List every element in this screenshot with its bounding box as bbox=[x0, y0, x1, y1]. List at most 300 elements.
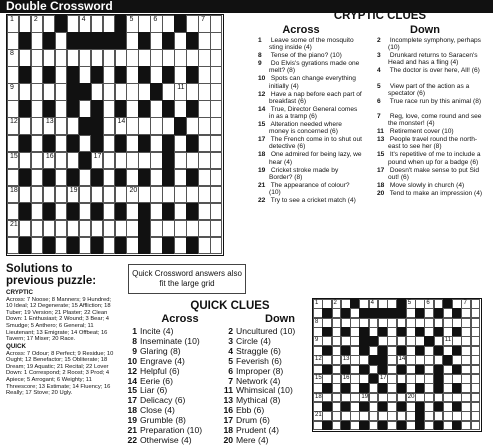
grid-square[interactable] bbox=[174, 169, 186, 187]
grid-square[interactable] bbox=[7, 117, 19, 135]
grid-black-square bbox=[43, 237, 55, 255]
grid-square[interactable] bbox=[174, 32, 186, 50]
grid-square[interactable] bbox=[186, 220, 198, 238]
quick-clue-item bbox=[220, 415, 270, 425]
grid-clue-number: 12 bbox=[315, 356, 322, 363]
clue-text: Liar (6) bbox=[140, 385, 168, 396]
grid-square[interactable] bbox=[186, 117, 198, 135]
grid-square[interactable] bbox=[43, 117, 55, 135]
grid-clue-number: 17 bbox=[379, 374, 387, 381]
grid-clue-number: 17 bbox=[93, 152, 102, 160]
grid-clue-number: 8 bbox=[315, 318, 319, 325]
grid-black-square bbox=[91, 203, 103, 221]
grid-square[interactable] bbox=[210, 237, 222, 255]
grid-square[interactable] bbox=[115, 117, 127, 135]
clue-text: Straggle (6) bbox=[236, 345, 281, 356]
grid-square[interactable] bbox=[91, 49, 103, 67]
grid-square[interactable] bbox=[186, 152, 198, 170]
grid-square[interactable] bbox=[103, 203, 115, 221]
grid-square[interactable] bbox=[55, 117, 67, 135]
grid-square[interactable] bbox=[198, 49, 210, 67]
grid-square[interactable] bbox=[174, 135, 186, 153]
grid-black-square bbox=[43, 169, 55, 187]
clue-number: 19 bbox=[127, 415, 137, 426]
grid-clue-number: 11 bbox=[177, 84, 185, 92]
quick-clue-item bbox=[220, 336, 271, 346]
grid-square[interactable] bbox=[174, 237, 186, 255]
grid-black-square bbox=[186, 32, 198, 50]
clue-number: 19 bbox=[258, 166, 266, 174]
grid-square[interactable] bbox=[210, 100, 222, 118]
grid-square[interactable] bbox=[471, 327, 481, 337]
grid-square[interactable] bbox=[210, 15, 222, 33]
clue-text: Doesn't make sense to put Sid out! (6) bbox=[388, 166, 480, 181]
grid-square[interactable] bbox=[210, 135, 222, 153]
grid-square[interactable] bbox=[198, 100, 210, 118]
clue-text: One admired for being lazy, we hear (4) bbox=[269, 151, 362, 166]
grid-square[interactable] bbox=[126, 203, 138, 221]
grid-square[interactable] bbox=[79, 203, 91, 221]
grid-square[interactable] bbox=[126, 220, 138, 238]
grid-square[interactable] bbox=[91, 152, 103, 170]
grid-square[interactable] bbox=[43, 15, 55, 33]
grid-square[interactable] bbox=[150, 203, 162, 221]
clue-item bbox=[258, 121, 363, 136]
clue-text: People travel round the north-east to see her (8) bbox=[388, 136, 478, 151]
grid-black-square bbox=[67, 237, 79, 255]
grid-square[interactable] bbox=[210, 220, 222, 238]
grid-square[interactable] bbox=[31, 100, 43, 118]
grid-square[interactable] bbox=[31, 169, 43, 187]
grid-black-square bbox=[186, 203, 198, 221]
grid-square[interactable] bbox=[43, 83, 55, 101]
grid-square[interactable] bbox=[31, 220, 43, 238]
grid-square[interactable] bbox=[126, 83, 138, 101]
cryptic-down-heading: Down bbox=[410, 24, 440, 36]
grid-square[interactable] bbox=[67, 15, 79, 33]
clue-text: Try to see a cricket match (4) bbox=[269, 196, 356, 204]
grid-square[interactable] bbox=[150, 49, 162, 67]
grid-square[interactable] bbox=[126, 49, 138, 67]
grid-square[interactable] bbox=[138, 117, 150, 135]
grid-square[interactable] bbox=[103, 220, 115, 238]
quick-clue-item bbox=[124, 376, 173, 386]
grid-square[interactable] bbox=[174, 186, 186, 204]
grid-square[interactable] bbox=[210, 117, 222, 135]
clue-item bbox=[258, 182, 363, 197]
grid-square[interactable] bbox=[210, 32, 222, 50]
grid-square[interactable] bbox=[55, 100, 67, 118]
grid-square[interactable] bbox=[79, 169, 91, 187]
grid-square[interactable] bbox=[150, 135, 162, 153]
grid-square[interactable] bbox=[7, 237, 19, 255]
cryptic-crossword-grid bbox=[6, 14, 224, 256]
clue-item bbox=[258, 106, 363, 121]
clue-item bbox=[377, 128, 487, 135]
grid-square[interactable] bbox=[31, 32, 43, 50]
clue-number: 2 bbox=[228, 326, 233, 336]
clue-text: The doctor is over here, All! (6) bbox=[388, 67, 480, 75]
grid-square[interactable] bbox=[471, 411, 481, 421]
grid-square[interactable] bbox=[55, 66, 67, 84]
grid-square[interactable] bbox=[79, 220, 91, 238]
grid-square[interactable] bbox=[115, 83, 127, 101]
grid-square[interactable] bbox=[43, 186, 55, 204]
grid-square[interactable] bbox=[31, 186, 43, 204]
grid-square[interactable] bbox=[210, 66, 222, 84]
grid-square[interactable] bbox=[150, 66, 162, 84]
grid-square[interactable] bbox=[162, 83, 174, 101]
grid-square[interactable] bbox=[198, 152, 210, 170]
grid-square[interactable] bbox=[103, 15, 115, 33]
grid-black-square bbox=[150, 83, 162, 101]
grid-square[interactable] bbox=[7, 186, 19, 204]
grid-clue-number: 5 bbox=[407, 300, 412, 306]
clue-item bbox=[258, 167, 363, 182]
grid-square[interactable] bbox=[43, 49, 55, 67]
grid-square[interactable] bbox=[126, 32, 138, 50]
grid-square[interactable] bbox=[150, 220, 162, 238]
clue-number: 2 bbox=[377, 37, 381, 44]
grid-square[interactable] bbox=[103, 66, 115, 84]
grid-square[interactable] bbox=[210, 152, 222, 170]
grid-square[interactable] bbox=[138, 15, 150, 33]
grid-square[interactable] bbox=[67, 220, 79, 238]
clue-number: 1 bbox=[258, 37, 262, 44]
grid-square[interactable] bbox=[138, 186, 150, 204]
grid-square[interactable] bbox=[174, 66, 186, 84]
grid-square[interactable] bbox=[126, 66, 138, 84]
grid-square[interactable] bbox=[150, 15, 162, 33]
clue-item bbox=[377, 182, 487, 189]
grid-square[interactable] bbox=[43, 152, 55, 170]
clue-text: Incomplete symphony, perhaps (10) bbox=[388, 37, 481, 52]
grid-square[interactable] bbox=[31, 203, 43, 221]
grid-square[interactable] bbox=[7, 169, 19, 187]
grid-square[interactable] bbox=[31, 117, 43, 135]
grid-square[interactable] bbox=[19, 49, 31, 67]
clue-number: 17 bbox=[223, 415, 233, 426]
grid-square[interactable] bbox=[79, 49, 91, 67]
grid-black-square bbox=[79, 117, 91, 135]
grid-square[interactable] bbox=[138, 83, 150, 101]
grid-black-square bbox=[91, 66, 103, 84]
grid-square[interactable] bbox=[7, 100, 19, 118]
grid-square[interactable] bbox=[174, 220, 186, 238]
grid-square[interactable] bbox=[471, 402, 481, 412]
grid-black-square bbox=[138, 135, 150, 153]
grid-square[interactable] bbox=[162, 15, 174, 33]
grid-black-square bbox=[91, 135, 103, 153]
grid-square[interactable] bbox=[43, 220, 55, 238]
grid-square[interactable] bbox=[103, 186, 115, 204]
grid-square[interactable] bbox=[7, 15, 19, 33]
quick-clue-item bbox=[124, 415, 186, 425]
grid-square[interactable] bbox=[150, 32, 162, 50]
clue-text: Drum (6) bbox=[236, 415, 270, 426]
grid-clue-number: 7 bbox=[463, 300, 467, 306]
grid-square[interactable] bbox=[103, 117, 115, 135]
grid-square[interactable] bbox=[126, 169, 138, 187]
quick-clue-item bbox=[220, 376, 280, 386]
grid-square[interactable] bbox=[91, 15, 103, 33]
grid-square[interactable] bbox=[31, 152, 43, 170]
grid-square[interactable] bbox=[198, 203, 210, 221]
grid-square[interactable] bbox=[162, 49, 174, 67]
grid-black-square bbox=[67, 32, 79, 50]
grid-square[interactable] bbox=[7, 66, 19, 84]
grid-square[interactable] bbox=[471, 374, 481, 384]
quick-clue-item bbox=[220, 405, 264, 415]
grid-square[interactable] bbox=[471, 383, 481, 393]
grid-black-square bbox=[162, 203, 174, 221]
grid-square[interactable] bbox=[7, 135, 19, 153]
grid-square[interactable] bbox=[162, 117, 174, 135]
clue-text: Delicacy (6) bbox=[140, 395, 186, 406]
grid-black-square bbox=[67, 169, 79, 187]
grid-square[interactable] bbox=[174, 203, 186, 221]
clue-text: Helpful (6) bbox=[140, 365, 180, 376]
grid-square[interactable] bbox=[19, 15, 31, 33]
grid-square[interactable] bbox=[103, 49, 115, 67]
grid-square[interactable] bbox=[79, 66, 91, 84]
grid-square[interactable] bbox=[91, 220, 103, 238]
grid-black-square bbox=[91, 32, 103, 50]
grid-square[interactable] bbox=[115, 152, 127, 170]
grid-square[interactable] bbox=[198, 15, 210, 33]
grid-square[interactable] bbox=[210, 203, 222, 221]
grid-black-square bbox=[162, 100, 174, 118]
grid-square[interactable] bbox=[55, 237, 67, 255]
grid-square[interactable] bbox=[198, 237, 210, 255]
grid-square[interactable] bbox=[471, 355, 481, 365]
grid-black-square bbox=[115, 100, 127, 118]
grid-square[interactable] bbox=[210, 186, 222, 204]
grid-black-square bbox=[115, 237, 127, 255]
grid-square[interactable] bbox=[150, 117, 162, 135]
grid-square[interactable] bbox=[7, 49, 19, 67]
grid-square[interactable] bbox=[150, 237, 162, 255]
grid-black-square bbox=[174, 15, 186, 33]
grid-square[interactable] bbox=[162, 220, 174, 238]
clue-number: 3 bbox=[228, 335, 233, 346]
grid-black-square bbox=[91, 169, 103, 187]
grid-square[interactable] bbox=[186, 83, 198, 101]
grid-square[interactable] bbox=[31, 135, 43, 153]
quick-clue-item bbox=[124, 385, 167, 395]
grid-square[interactable] bbox=[126, 135, 138, 153]
grid-square[interactable] bbox=[126, 152, 138, 170]
grid-square[interactable] bbox=[79, 237, 91, 255]
grid-square[interactable] bbox=[198, 83, 210, 101]
grid-square[interactable] bbox=[19, 117, 31, 135]
grid-square[interactable] bbox=[55, 32, 67, 50]
clue-item bbox=[258, 75, 363, 90]
grid-square[interactable] bbox=[103, 83, 115, 101]
quick-clue-item bbox=[124, 405, 175, 415]
grid-square[interactable] bbox=[79, 100, 91, 118]
grid-square[interactable] bbox=[91, 186, 103, 204]
grid-square[interactable] bbox=[31, 83, 43, 101]
grid-square[interactable] bbox=[55, 49, 67, 67]
grid-square[interactable] bbox=[79, 135, 91, 153]
grid-square[interactable] bbox=[7, 152, 19, 170]
grid-square[interactable] bbox=[79, 15, 91, 33]
grid-square[interactable] bbox=[471, 393, 481, 403]
grid-square[interactable] bbox=[55, 203, 67, 221]
quick-clue-item bbox=[124, 356, 185, 366]
clue-text: Glaring (8) bbox=[140, 345, 181, 356]
grid-black-square bbox=[115, 135, 127, 153]
quick-clue-item bbox=[220, 385, 293, 395]
grid-square[interactable] bbox=[126, 237, 138, 255]
clue-item bbox=[258, 151, 363, 166]
clue-text: Preparation (10) bbox=[140, 425, 203, 435]
grid-square[interactable] bbox=[471, 308, 481, 318]
clue-item bbox=[377, 67, 487, 74]
grid-square[interactable] bbox=[7, 203, 19, 221]
grid-square[interactable] bbox=[198, 186, 210, 204]
solutions-title-line1: Solutions to bbox=[6, 263, 73, 275]
grid-square[interactable] bbox=[126, 100, 138, 118]
grid-square[interactable] bbox=[91, 83, 103, 101]
grid-square[interactable] bbox=[210, 83, 222, 101]
clue-number: 18 bbox=[377, 181, 385, 189]
grid-square[interactable] bbox=[7, 83, 19, 101]
grid-black-square bbox=[162, 66, 174, 84]
grid-square[interactable] bbox=[55, 186, 67, 204]
grid-black-square bbox=[67, 100, 79, 118]
grid-square[interactable] bbox=[115, 220, 127, 238]
clue-text: Prudent (4) bbox=[236, 425, 279, 435]
grid-black-square bbox=[162, 152, 174, 170]
grid-square[interactable] bbox=[55, 220, 67, 238]
grid-square[interactable] bbox=[150, 186, 162, 204]
grid-square[interactable] bbox=[471, 346, 481, 356]
grid-square[interactable] bbox=[162, 186, 174, 204]
grid-black-square bbox=[186, 66, 198, 84]
clue-text: Circle (4) bbox=[236, 335, 271, 346]
clue-number: 3 bbox=[377, 52, 381, 60]
clue-text: Tense of the piano? (10) bbox=[269, 52, 342, 60]
quick-clue-item bbox=[220, 326, 295, 336]
grid-black-square bbox=[162, 169, 174, 187]
grid-square[interactable] bbox=[126, 117, 138, 135]
grid-clue-number: 21 bbox=[10, 220, 18, 228]
grid-square[interactable] bbox=[210, 169, 222, 187]
solutions-title-line2: previous puzzle: bbox=[6, 275, 97, 287]
grid-square[interactable] bbox=[126, 15, 138, 33]
grid-square[interactable] bbox=[55, 169, 67, 187]
grid-black-square bbox=[162, 32, 174, 50]
grid-square[interactable] bbox=[19, 83, 31, 101]
clue-text: View part of the action as a spectator (6) bbox=[388, 82, 470, 97]
clue-text: Do Elvis's gyrations made one melt? (8) bbox=[269, 60, 360, 75]
grid-square[interactable] bbox=[19, 220, 31, 238]
grid-clue-number: 14 bbox=[398, 356, 406, 363]
grid-square[interactable] bbox=[31, 15, 43, 33]
grid-square[interactable] bbox=[103, 237, 115, 255]
grid-square[interactable] bbox=[103, 169, 115, 187]
clue-text: Close (4) bbox=[140, 405, 175, 416]
grid-square[interactable] bbox=[471, 336, 481, 346]
grid-square[interactable] bbox=[55, 83, 67, 101]
clue-number: 13 bbox=[223, 395, 233, 406]
grid-square[interactable] bbox=[19, 186, 31, 204]
grid-black-square bbox=[19, 237, 31, 255]
clue-text: Inseminate (10) bbox=[140, 335, 200, 346]
grid-square[interactable] bbox=[186, 15, 198, 33]
grid-square[interactable] bbox=[150, 100, 162, 118]
solutions-title bbox=[6, 263, 96, 287]
grid-square[interactable] bbox=[19, 152, 31, 170]
grid-square[interactable] bbox=[150, 152, 162, 170]
grid-black-square bbox=[79, 83, 91, 101]
grid-square[interactable] bbox=[198, 220, 210, 238]
grid-black-square bbox=[138, 237, 150, 255]
grid-square[interactable] bbox=[471, 421, 481, 431]
grid-black-square bbox=[138, 220, 150, 238]
grid-square[interactable] bbox=[138, 152, 150, 170]
grid-square[interactable] bbox=[31, 66, 43, 84]
grid-square[interactable] bbox=[174, 152, 186, 170]
grid-square[interactable] bbox=[55, 135, 67, 153]
grid-square[interactable] bbox=[138, 49, 150, 67]
grid-square[interactable] bbox=[150, 169, 162, 187]
grid-black-square bbox=[67, 66, 79, 84]
grid-square[interactable] bbox=[31, 49, 43, 67]
grid-square[interactable] bbox=[198, 32, 210, 50]
grid-square[interactable] bbox=[7, 32, 19, 50]
clue-text: Feverish (6) bbox=[236, 355, 282, 366]
grid-square[interactable] bbox=[55, 152, 67, 170]
clue-text: Improper (8) bbox=[236, 365, 284, 376]
grid-square[interactable] bbox=[103, 100, 115, 118]
clue-item bbox=[258, 52, 363, 59]
grid-square[interactable] bbox=[67, 49, 79, 67]
grid-square[interactable] bbox=[103, 135, 115, 153]
grid-square[interactable] bbox=[7, 220, 19, 238]
grid-square[interactable] bbox=[174, 49, 186, 67]
grid-square[interactable] bbox=[198, 169, 210, 187]
clue-number: 15 bbox=[377, 151, 385, 159]
grid-square[interactable] bbox=[103, 152, 115, 170]
grid-square[interactable] bbox=[198, 135, 210, 153]
grid-square[interactable] bbox=[79, 186, 91, 204]
grid-square[interactable] bbox=[186, 49, 198, 67]
grid-square[interactable] bbox=[67, 186, 79, 204]
grid-square[interactable] bbox=[115, 49, 127, 67]
grid-square[interactable] bbox=[471, 318, 481, 328]
grid-square[interactable] bbox=[67, 152, 79, 170]
solutions-cryptic-head: CRYPTIC bbox=[6, 289, 33, 296]
grid-square[interactable] bbox=[31, 237, 43, 255]
grid-black-square bbox=[115, 15, 127, 33]
grid-square[interactable] bbox=[174, 83, 186, 101]
grid-square[interactable] bbox=[174, 100, 186, 118]
clue-text: Grumble (8) bbox=[140, 415, 186, 426]
clue-number: 7 bbox=[377, 113, 381, 120]
grid-square[interactable] bbox=[126, 186, 138, 204]
clue-number: 11 bbox=[377, 128, 384, 136]
grid-square[interactable] bbox=[198, 117, 210, 135]
grid-square[interactable] bbox=[67, 117, 79, 135]
grid-square[interactable] bbox=[198, 66, 210, 84]
grid-square[interactable] bbox=[210, 49, 222, 67]
grid-square[interactable] bbox=[115, 186, 127, 204]
quick-clue-item bbox=[124, 326, 173, 336]
grid-square[interactable] bbox=[186, 186, 198, 204]
